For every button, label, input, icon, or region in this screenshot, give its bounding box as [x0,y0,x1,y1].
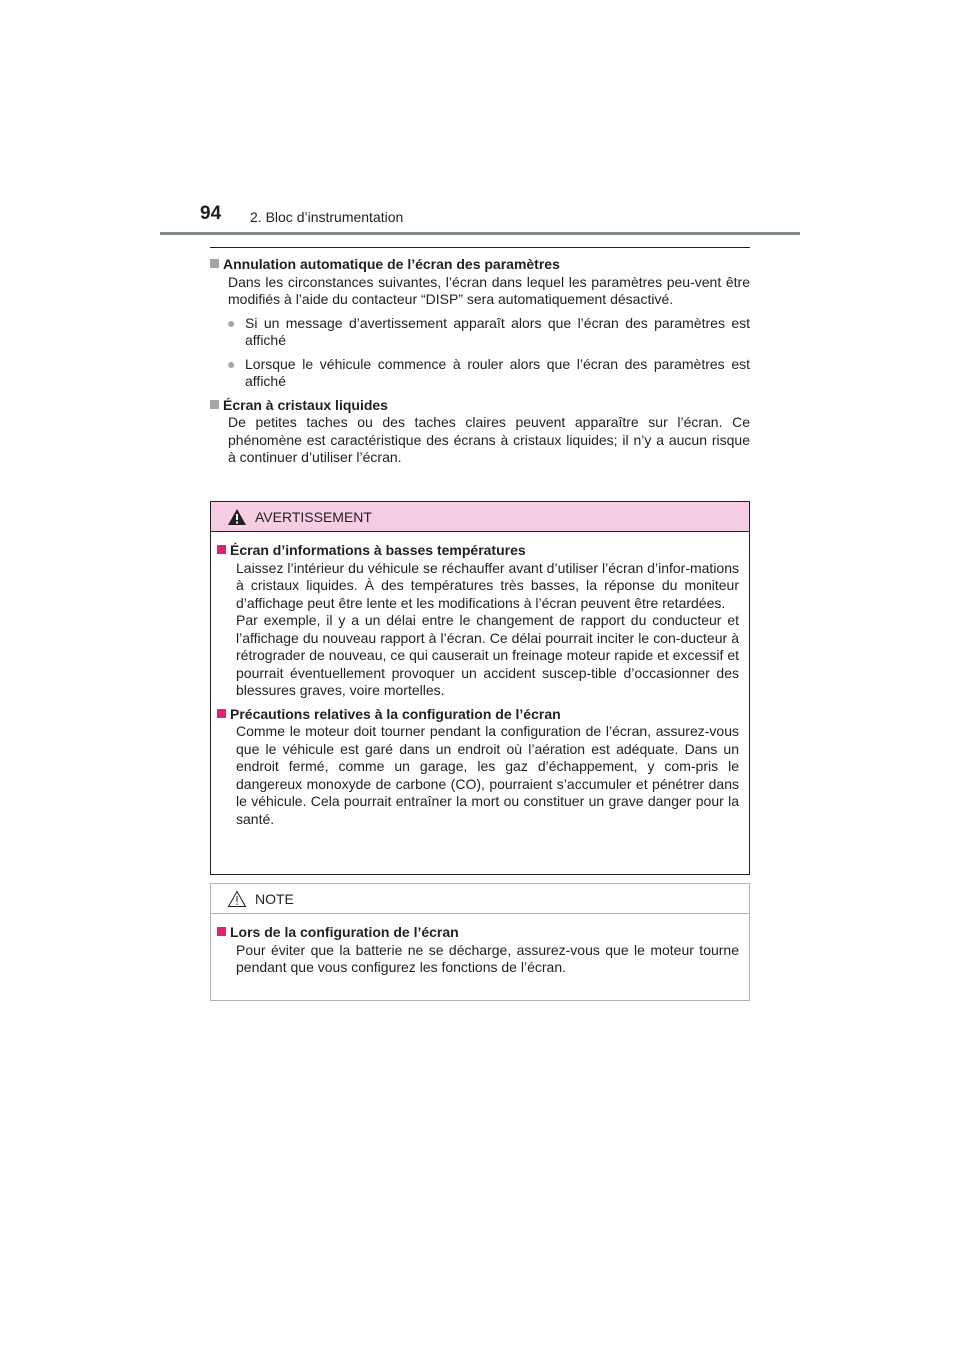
content-top-rule [210,247,750,248]
section-heading [217,924,739,942]
square-marker-icon [210,259,219,268]
warning-triangle-icon [227,508,247,526]
section-auto-cancel [210,256,750,391]
section-heading-text: Écran à cristaux liquides [223,396,388,413]
header-rule [160,232,800,235]
section-heading-text: Lors de la configuration de l’écran [230,924,459,940]
note-box-body [211,914,749,977]
list-item-text: Si un message d’avertissement apparaît alors que l’écran des paramètres est affiché [245,314,750,348]
square-marker-icon [217,927,226,936]
section-body: Comme le moteur doit tourner pendant la configuration de l’écran, assurez-vous que le véhicule est garé dans un endroit où l’aération est adéquate. Dans un endroit fermé, comme un garage, les gaz d’échappement, y com-pris le dangereux monoxyde de carbone (CO), pourraient s’accumuler et pénétrer dans le véhicule. Cela pourrait entraîner la mort ou constituer un grave danger pour la santé. [236,723,739,827]
square-marker-icon [217,709,226,718]
section-body: Laissez l’intérieur du véhicule se réchauffer avant d’utiliser l’écran d’infor-mations à cristaux liquides. À des températures très basses, la réponse du moniteur d’affichage peut être lente et les modifications à l’écran peuvent être retardées. [236,559,739,611]
warning-section-low-temp [217,542,739,700]
square-marker-icon [210,400,219,409]
section-lcd [210,397,750,467]
note-box [210,883,750,1001]
warning-section-config [217,706,739,829]
section-body-continued: Par exemple, il y a un délai entre le changement de rapport du conducteur et l’affichage du nouveau rapport à l’écran. Ce délai pourrait inciter le con-ducteur à rétrograder de nouveau, ce qui causerait un freinage moteur rapide et excessif et pourrait éventuellement provoquer un accident suscep-tible d’occasionner des blessures graves, voire mortelles. [236,612,739,698]
section-heading [210,397,750,415]
section-body: Pour éviter que la batterie ne se décharge, assurez-vous que le moteur tourne pendant que vous configurez les fonctions de l’écran. [236,941,739,975]
section-heading-text: Précautions relatives à la configuration de l’écran [230,705,561,722]
list-item [210,356,750,391]
note-section [217,924,739,977]
note-box-header [211,884,749,914]
section-heading-text: Annulation automatique de l’écran des paramètres [223,256,560,272]
section-heading [210,256,750,274]
warning-box-title: AVERTISSEMENT [255,508,372,525]
section-body: Dans les circonstances suivantes, l’écran dans lequel les paramètres peu-vent être modifiés à l’aide du contacteur “DISP” sera automatiquement désactivé. [228,273,750,307]
square-marker-icon [217,545,226,554]
bullet-icon: ● [227,314,236,331]
section-body: De petites taches ou des taches claires peuvent apparaître sur l’écran. Ce phénomène est caractéristique des écrans à cristaux liquides; il n’y a aucun risque à continuer d’utiliser l’écran. [228,414,750,465]
section-heading [217,542,739,560]
caution-outline-triangle-icon [227,890,247,908]
bullet-icon: ● [227,355,236,372]
warning-box-body [211,532,749,828]
page-number: 94 [200,203,222,224]
warning-box-header [211,502,749,532]
note-box-title: NOTE [255,890,294,907]
main-content [210,256,750,473]
section-heading-text: Écran d’informations à basses températures [230,542,526,558]
section-heading [217,706,739,724]
list-item-text: Lorsque le véhicule commence à rouler alors que l’écran des paramètres est affiché [245,355,750,389]
warning-box [210,501,750,875]
list-item [210,315,750,350]
chapter-title: 2. Bloc d’instrumentation [250,209,404,225]
